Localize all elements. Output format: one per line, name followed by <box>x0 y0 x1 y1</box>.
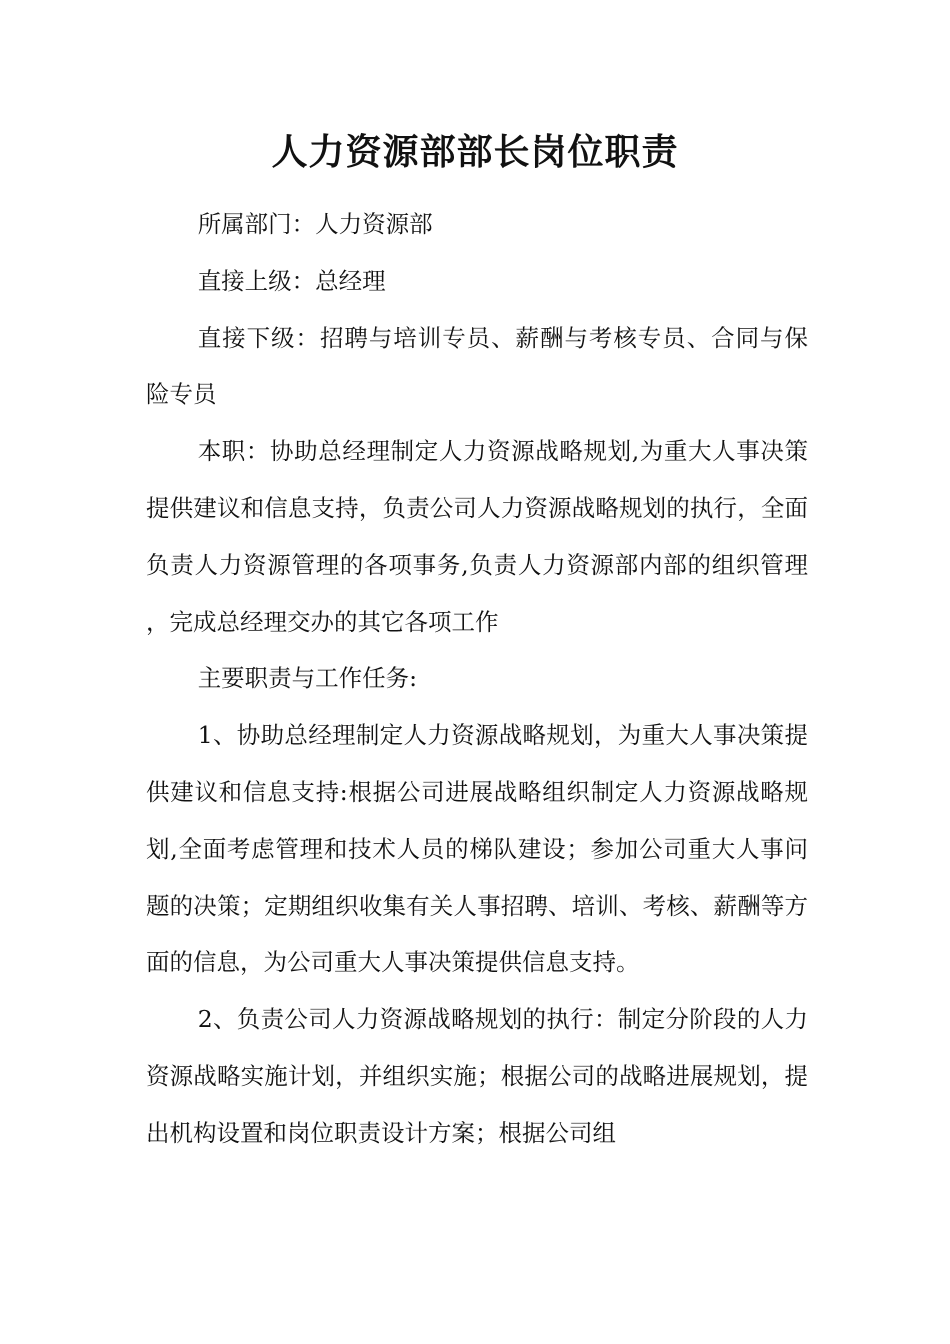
document-body <box>146 196 808 1162</box>
task-item-2: 2、负责公司人力资源战略规划的执行：制定分阶段的人力资源战略实施计划，并组织实施；根据公司的战略进展规划，提出机构设置和岗位职责设计方案；根据公司组 <box>146 1005 808 1147</box>
department-field: 所属部门：人力资源部 <box>197 210 433 238</box>
tasks-heading: 主要职责与工作任务: <box>197 664 418 693</box>
duty-summary-paragraph: 本职：协助总经理制定人力资源战略规划,为重大人事决策提供建议和信息支持，负责公司人力资源战略规划的执行，全面负责人力资源管理的各项事务,负责人力资源部内部的组织管理，完成总经理交办的其它各项工作 <box>146 437 808 636</box>
subordinates-field: 直接下级：招聘与培训专员、薪酬与考核专员、合同与保险专员 <box>146 323 808 409</box>
document-title: 人力资源部部长岗位职责 <box>271 131 679 173</box>
task-item-1: 1、协助总经理制定人力资源战略规划，为重大人事决策提供建议和信息支持:根据公司进展战略组织制定人力资源战略规划,全面考虑管理和技术人员的梯队建设；参加公司重大人事问题的决策；定期组织收集有关人事招聘、培训、考核、薪酬等方面的信息，为公司重大人事决策提供信息支持。 <box>146 721 808 977</box>
superior-field: 直接上级：总经理 <box>197 266 386 295</box>
